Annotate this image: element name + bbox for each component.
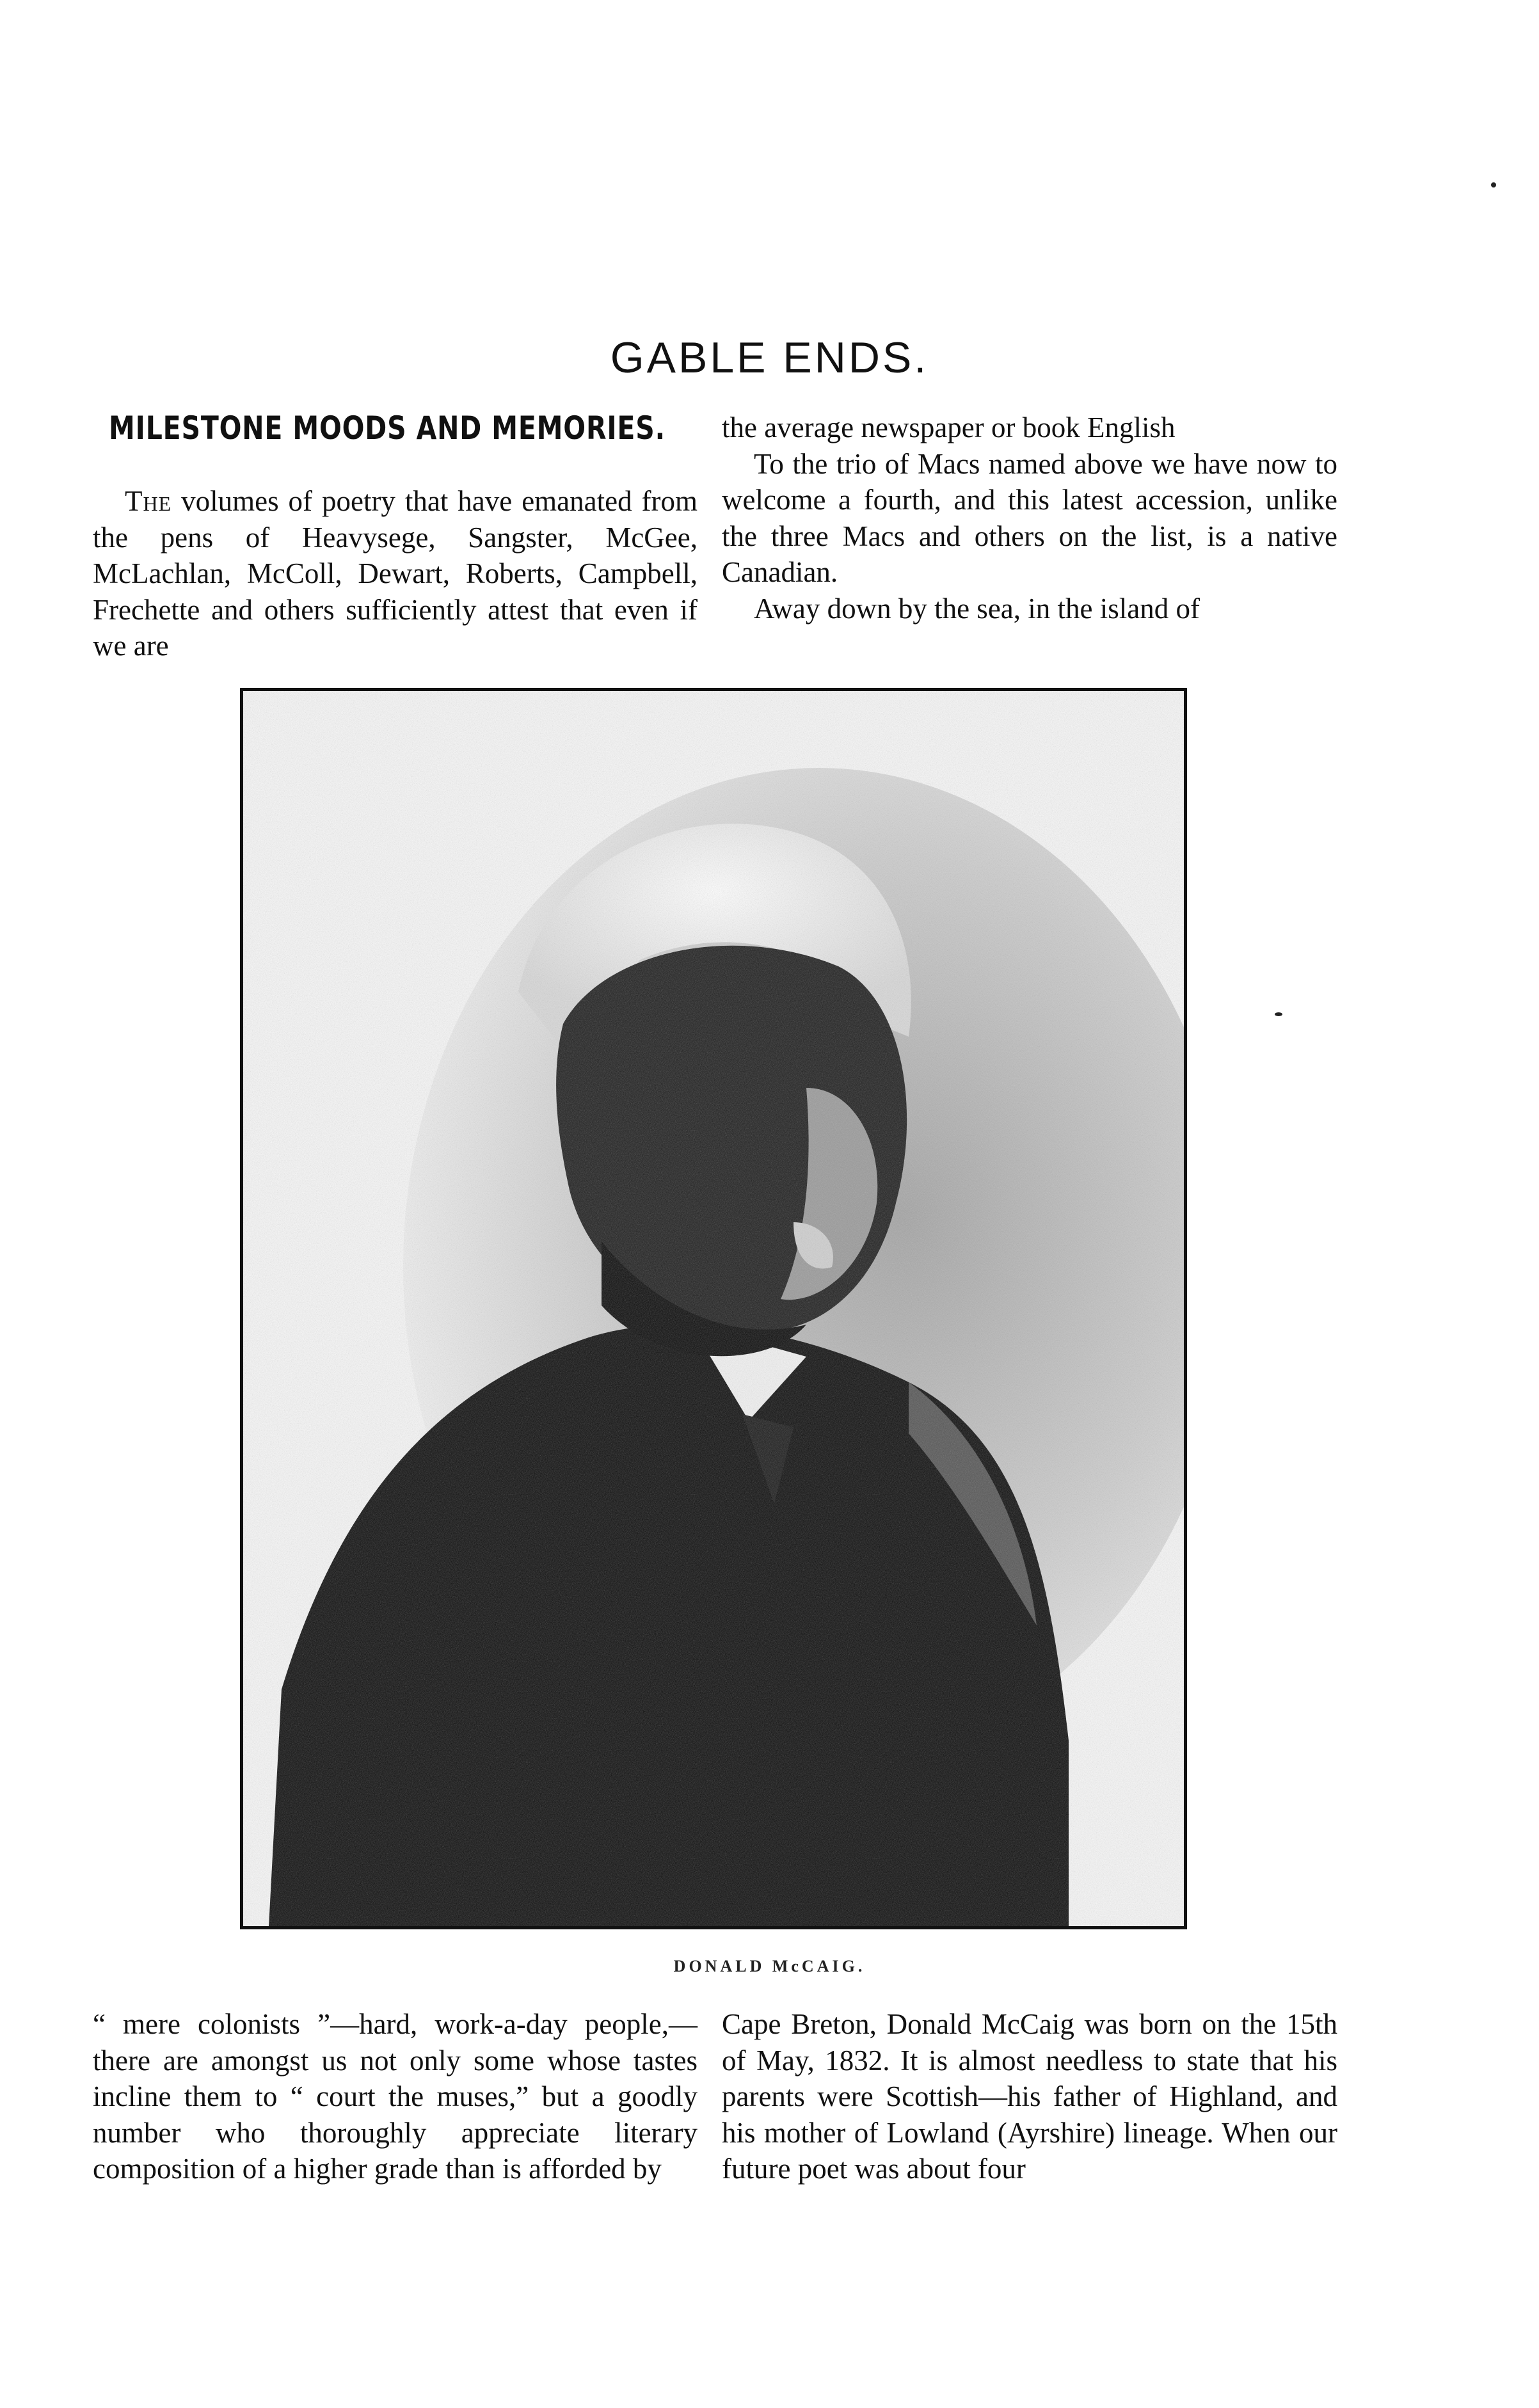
portrait-photo — [240, 688, 1187, 1929]
right-column-top — [722, 410, 1337, 626]
right-column-bottom — [722, 2006, 1337, 2187]
print-speck — [1275, 1012, 1282, 1016]
page-title: GABLE ENDS. — [610, 333, 929, 382]
print-speck — [1491, 182, 1496, 187]
left-bottom-paragraph: “ mere colonists ”—hard, work-a-day people,—there are amongst us not only some whose tastes incline them to “ court the muses,” but a goodly number who thoroughly appreciate literary composition of a higher grade than is afforded by — [93, 2008, 698, 2185]
left-top-paragraph: volumes of poetry that have emanated from the pens of Heavysege, Sangster, McGee, McLachlan, McColl, Dewart, Roberts, Campbell, Frechette and others sufficiently attest that even if we are — [93, 485, 698, 662]
left-column-top — [93, 483, 698, 664]
left-column-bottom — [93, 2006, 698, 2187]
right-top-paragraph-1: the average newspaper or book English — [722, 411, 1176, 443]
portrait-illustration — [243, 691, 1184, 1926]
right-top-paragraph-3: Away down by the sea, in the island of — [754, 592, 1200, 625]
right-top-paragraph-2: To the trio of Macs named above we have now to welcome a fourth, and this latest accession, unlike the three Macs and others on the list, is a native Canadian. — [722, 447, 1337, 588]
section-heading: MILESTONE MOODS AND MEMORIES. — [109, 410, 666, 447]
right-bottom-paragraph: Cape Breton, Donald McCaig was born on the 15th of May, 1832. It is almost needless to state that his parents were Scottish—his father of Highland, and his mother of Lowland (Ayrshire) lineage. When our future poet was about four — [722, 2008, 1337, 2185]
drop-lead-word: The — [125, 485, 172, 517]
photo-caption: DONALD McCAIG. — [673, 1957, 866, 1975]
